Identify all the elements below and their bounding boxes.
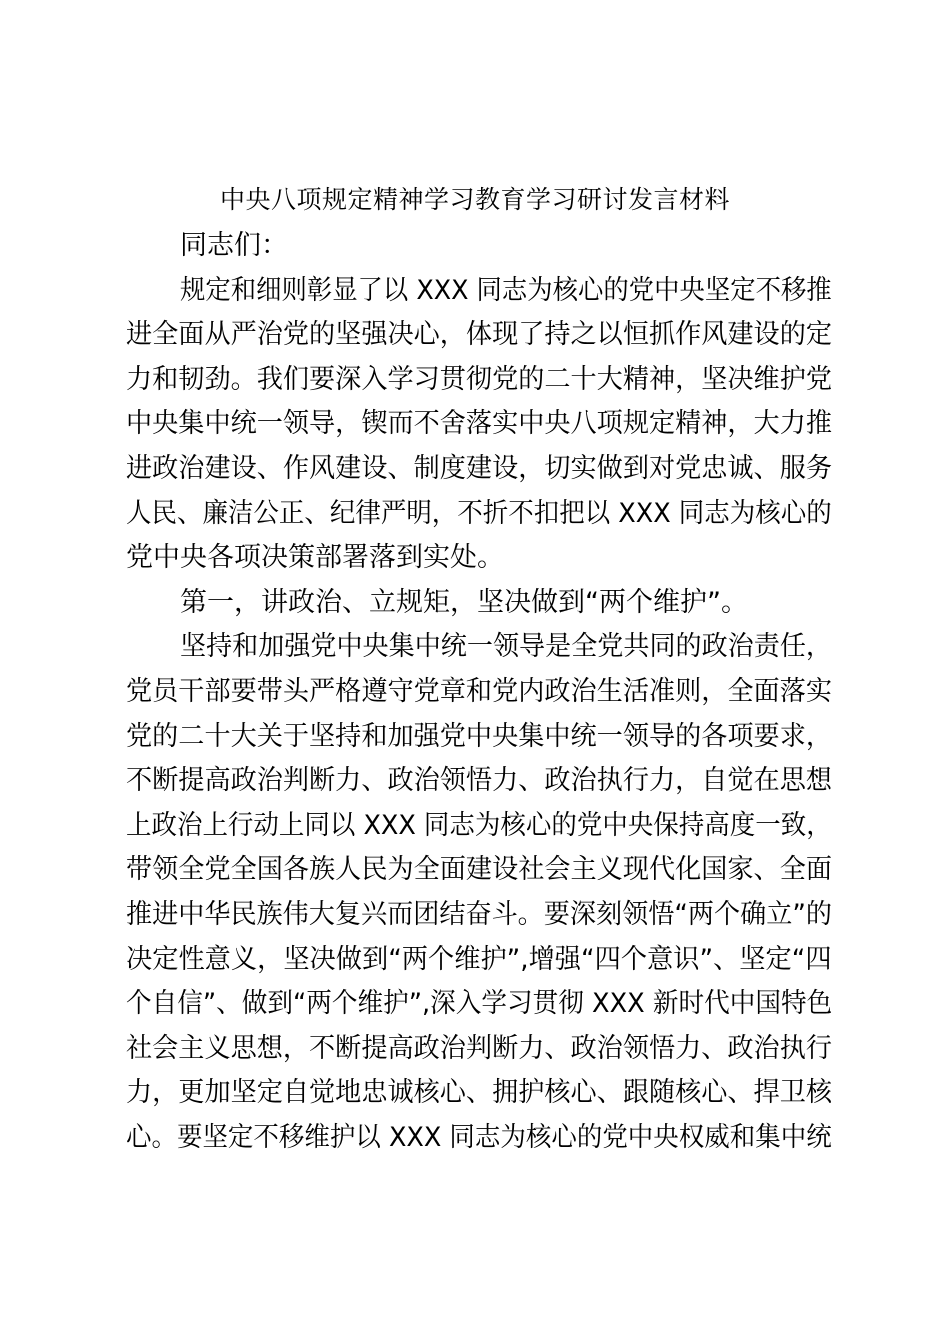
paragraph-line: 心。要坚定不移维护以 XXX 同志为核心的党中央权威和集中统 bbox=[126, 1121, 832, 1153]
paragraph-line: 不断提高政治判断力、政治领悟力、政治执行力，自觉在思想 bbox=[126, 765, 832, 797]
paragraph-line: 党员干部要带头严格遵守党章和党内政治生活准则，全面落实 bbox=[126, 675, 832, 707]
paragraph-line: 规定和细则彰显了以 XXX 同志为核心的党中央坚定不移推 bbox=[180, 274, 832, 306]
paragraph-line: 力，更加坚定自觉地忠诚核心、拥护核心、跟随核心、捍卫核 bbox=[126, 1077, 832, 1109]
paragraph-line: 中央集中统一领导，锲而不舍落实中央八项规定精神，大力推 bbox=[126, 408, 832, 440]
document-body bbox=[126, 224, 832, 1160]
paragraph-line: 社会主义思想，不断提高政治判断力、政治领悟力、政治执行 bbox=[126, 1032, 832, 1064]
paragraph-line: 上政治上行动上同以 XXX 同志为核心的党中央保持高度一致， bbox=[126, 809, 832, 841]
paragraph-line: 带领全党全国各族人民为全面建设社会主义现代化国家、全面 bbox=[126, 854, 832, 886]
paragraph-line: 决定性意义，坚决做到“两个维护”,增强“四个意识”、坚定“四 bbox=[126, 943, 832, 975]
salutation: 同志们： bbox=[180, 230, 288, 261]
section-heading: 第一，讲政治、立规矩，坚决做到“两个维护”。 bbox=[180, 586, 748, 618]
paragraph-line: 坚持和加强党中央集中统一领导是全党共同的政治责任， bbox=[180, 631, 832, 663]
paragraph-line: 进政治建设、作风建设、制度建设，切实做到对党忠诚、服务 bbox=[126, 452, 832, 484]
paragraph-line: 进全面从严治党的坚强决心，体现了持之以恒抓作风建设的定 bbox=[126, 319, 832, 351]
paragraph-line: 党的二十大关于坚持和加强党中央集中统一领导的各项要求， bbox=[126, 720, 832, 752]
paragraph-line: 力和韧劲。我们要深入学习贯彻党的二十大精神，坚决维护党 bbox=[126, 363, 832, 395]
paragraph-line: 党中央各项决策部署落到实处。 bbox=[126, 542, 504, 574]
paragraph-line: 推进中华民族伟大复兴而团结奋斗。要深刻领悟“两个确立”的 bbox=[126, 898, 832, 930]
paragraph-line: 个自信”、做到“两个维护”,深入学习贯彻 XXX 新时代中国特色 bbox=[126, 988, 833, 1020]
document-title: 中央八项规定精神学习教育学习研讨发言材料 bbox=[219, 185, 730, 214]
paragraph-line: 人民、廉洁公正、纪律严明，不折不扣把以 XXX 同志为核心的 bbox=[126, 497, 832, 529]
